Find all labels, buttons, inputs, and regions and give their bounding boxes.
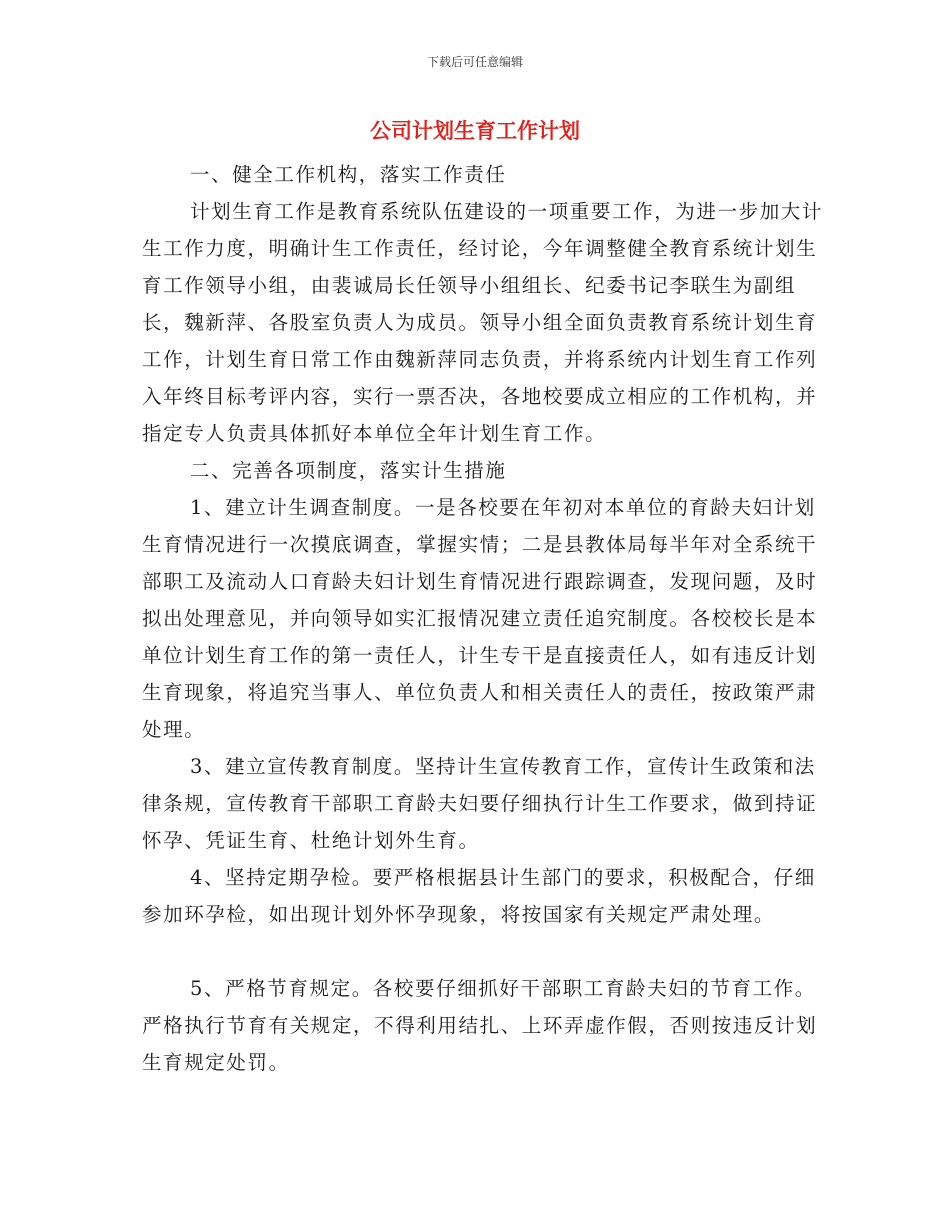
section-2-heading: 二、完善各项制度，落实计生措施 — [190, 459, 507, 482]
section-1-paragraph: 计划生育工作是教育系统队伍建设的一项重要工作，为进一步加大计生工作力度，明确计生工作责任，经讨论，今年调整健全教育系统计划生育工作领导小组，由裴诚局长任领导小组组长、纪委书记李联生为副组长，魏新萍、各股室负责人为成员。领导小组全面负责教育系统计划生育工作，计划生育日常工作由魏新萍同志负责，并将系统内计划生育工作列入年终目标考评内容，实行一票否决，各地校要成立相应的工作机构，并指定专人负责具体抓好本单位全年计划生育工作。 — [142, 200, 824, 445]
item-1-paragraph: 1、建立计生调查制度。一是各校要在年初对本单位的育龄夫妇计划生育情况进行一次摸底调查，掌握实情；二是县教体局每半年对全系统干部职工及流动人口育龄夫妇计划生育情况进行跟踪调查，发现问题，及时拟出处理意见，并向领导如实汇报情况建立责任追究制度。各校校长是本单位计划生育工作的第一责任人，计生专干是直接责任人，如有违反计划生育现象，将追究当事人、单位负责人和相关责任人的责任，按政策严肃处理。 — [142, 496, 818, 741]
item-3-paragraph: 3、建立宣传教育制度。坚持计生宣传教育工作，宣传计生政策和法律条规，宣传教育干部职工育龄夫妇要仔细执行计生工作要求，做到持证怀孕、凭证生育、杜绝计划外生育。 — [142, 755, 818, 852]
item-4-paragraph: 4、坚持定期孕检。要严格根据县计生部门的要求，积极配合，仔细参加环孕检，如出现计划外怀孕现象，将按国家有关规定严肃处理。 — [142, 866, 816, 926]
item-5-paragraph: 5、严格节育规定。各校要仔细抓好干部职工育龄夫妇的节育工作。严格执行节育有关规定，不得利用结扎、上环弄虚作假，否则按违反计划生育规定处罚。 — [142, 977, 818, 1074]
section-1-heading: 一、健全工作机构，落实工作责任 — [190, 163, 507, 186]
page-header-note: 下载后可任意编辑 — [426, 55, 523, 69]
document-body — [142, 156, 832, 1081]
document-title: 公司计划生育工作计划 — [370, 119, 580, 143]
paragraph-spacer — [142, 933, 832, 970]
